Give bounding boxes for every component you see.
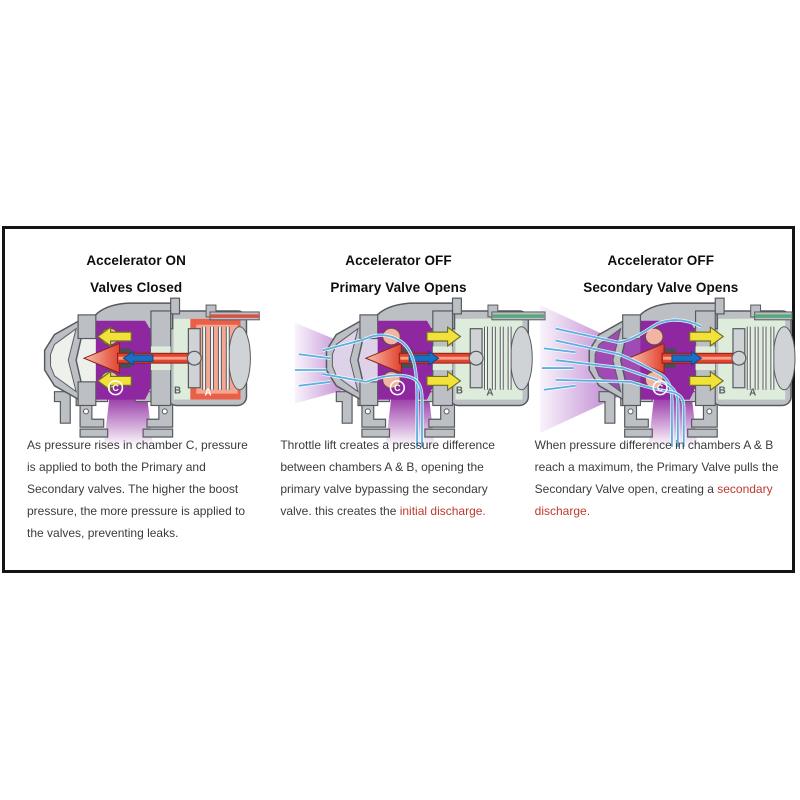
panel1-description — [27, 434, 255, 544]
bolt-hole — [628, 409, 633, 414]
bolt-hole — [84, 409, 89, 414]
body-text-segment: When pressure difference in chambers A & B reach a maximum, the Primary Valve pulls the Secondary Valve open, creating a — [534, 438, 779, 496]
panel-secondary-valve-opens — [530, 229, 792, 570]
bolt-hole — [707, 409, 712, 414]
seat-collar — [360, 382, 378, 406]
panel2-description — [280, 434, 521, 522]
chamber-a-label: A — [204, 387, 212, 399]
vacuum-tube — [210, 314, 259, 317]
panel-primary-valve-opens — [267, 229, 529, 570]
mounting-base — [337, 392, 353, 424]
vacuum-tube — [754, 314, 791, 317]
chamber-b-label: B — [173, 385, 182, 397]
end-cap — [229, 327, 251, 390]
body-text-segment: As pressure rises in chamber C, pressure is applied to both the Primary and Secondary valves. The higher the boost pressure, the more pressure is applied to the valves, preventing leaks. — [27, 438, 248, 540]
panel2-title-line1: Accelerator OFF — [345, 253, 452, 268]
panel1-title-line1: Accelerator ON — [86, 253, 187, 268]
chamber-a-label: A — [748, 387, 756, 399]
panel1-title-line2: Valves Closed — [90, 280, 183, 295]
end-cap — [773, 327, 795, 390]
shaft-hub — [470, 351, 484, 365]
chamber-c-label: C — [656, 383, 663, 394]
valve-diagram-secondary-open — [540, 297, 796, 447]
seat-collar — [78, 315, 96, 339]
shaft-hub — [187, 351, 201, 365]
valve-diagram-primary-open — [293, 297, 549, 447]
panel3-description — [535, 434, 786, 522]
highlighted-phrase: initial discharge. — [399, 504, 486, 518]
valve-diagram-closed — [21, 297, 277, 447]
chamber-a-label: A — [486, 387, 494, 399]
chamber-c-label: C — [112, 383, 119, 394]
chamber-b-label: B — [718, 385, 726, 397]
mounting-base — [599, 392, 615, 424]
shaft-hub — [732, 351, 746, 365]
panel-valves-closed — [5, 229, 267, 570]
diagram-frame — [2, 226, 795, 573]
housing-tab — [453, 298, 462, 314]
body-text-segment: Throttle lift creates a pressure difference between chambers A & B, opening the primary valve bypassing the secondary valve. this creates the — [280, 438, 495, 518]
housing-tab — [171, 298, 180, 314]
housing-tab — [715, 298, 724, 314]
mounting-base — [54, 392, 70, 424]
bolt-hole — [162, 409, 167, 414]
seat-collar — [78, 382, 96, 406]
chamber-b-label: B — [456, 385, 464, 397]
highlighted-phrase: secondary discharge. — [534, 482, 773, 518]
bolt-hole — [366, 409, 371, 414]
panel3-title-line1: Accelerator OFF — [607, 253, 715, 268]
chamber-c-label: C — [394, 383, 401, 394]
panel3-title-line2: Secondary Valve Opens — [583, 280, 739, 295]
panel2-title-line2: Primary Valve Opens — [330, 280, 467, 295]
bolt-hole — [444, 409, 449, 414]
